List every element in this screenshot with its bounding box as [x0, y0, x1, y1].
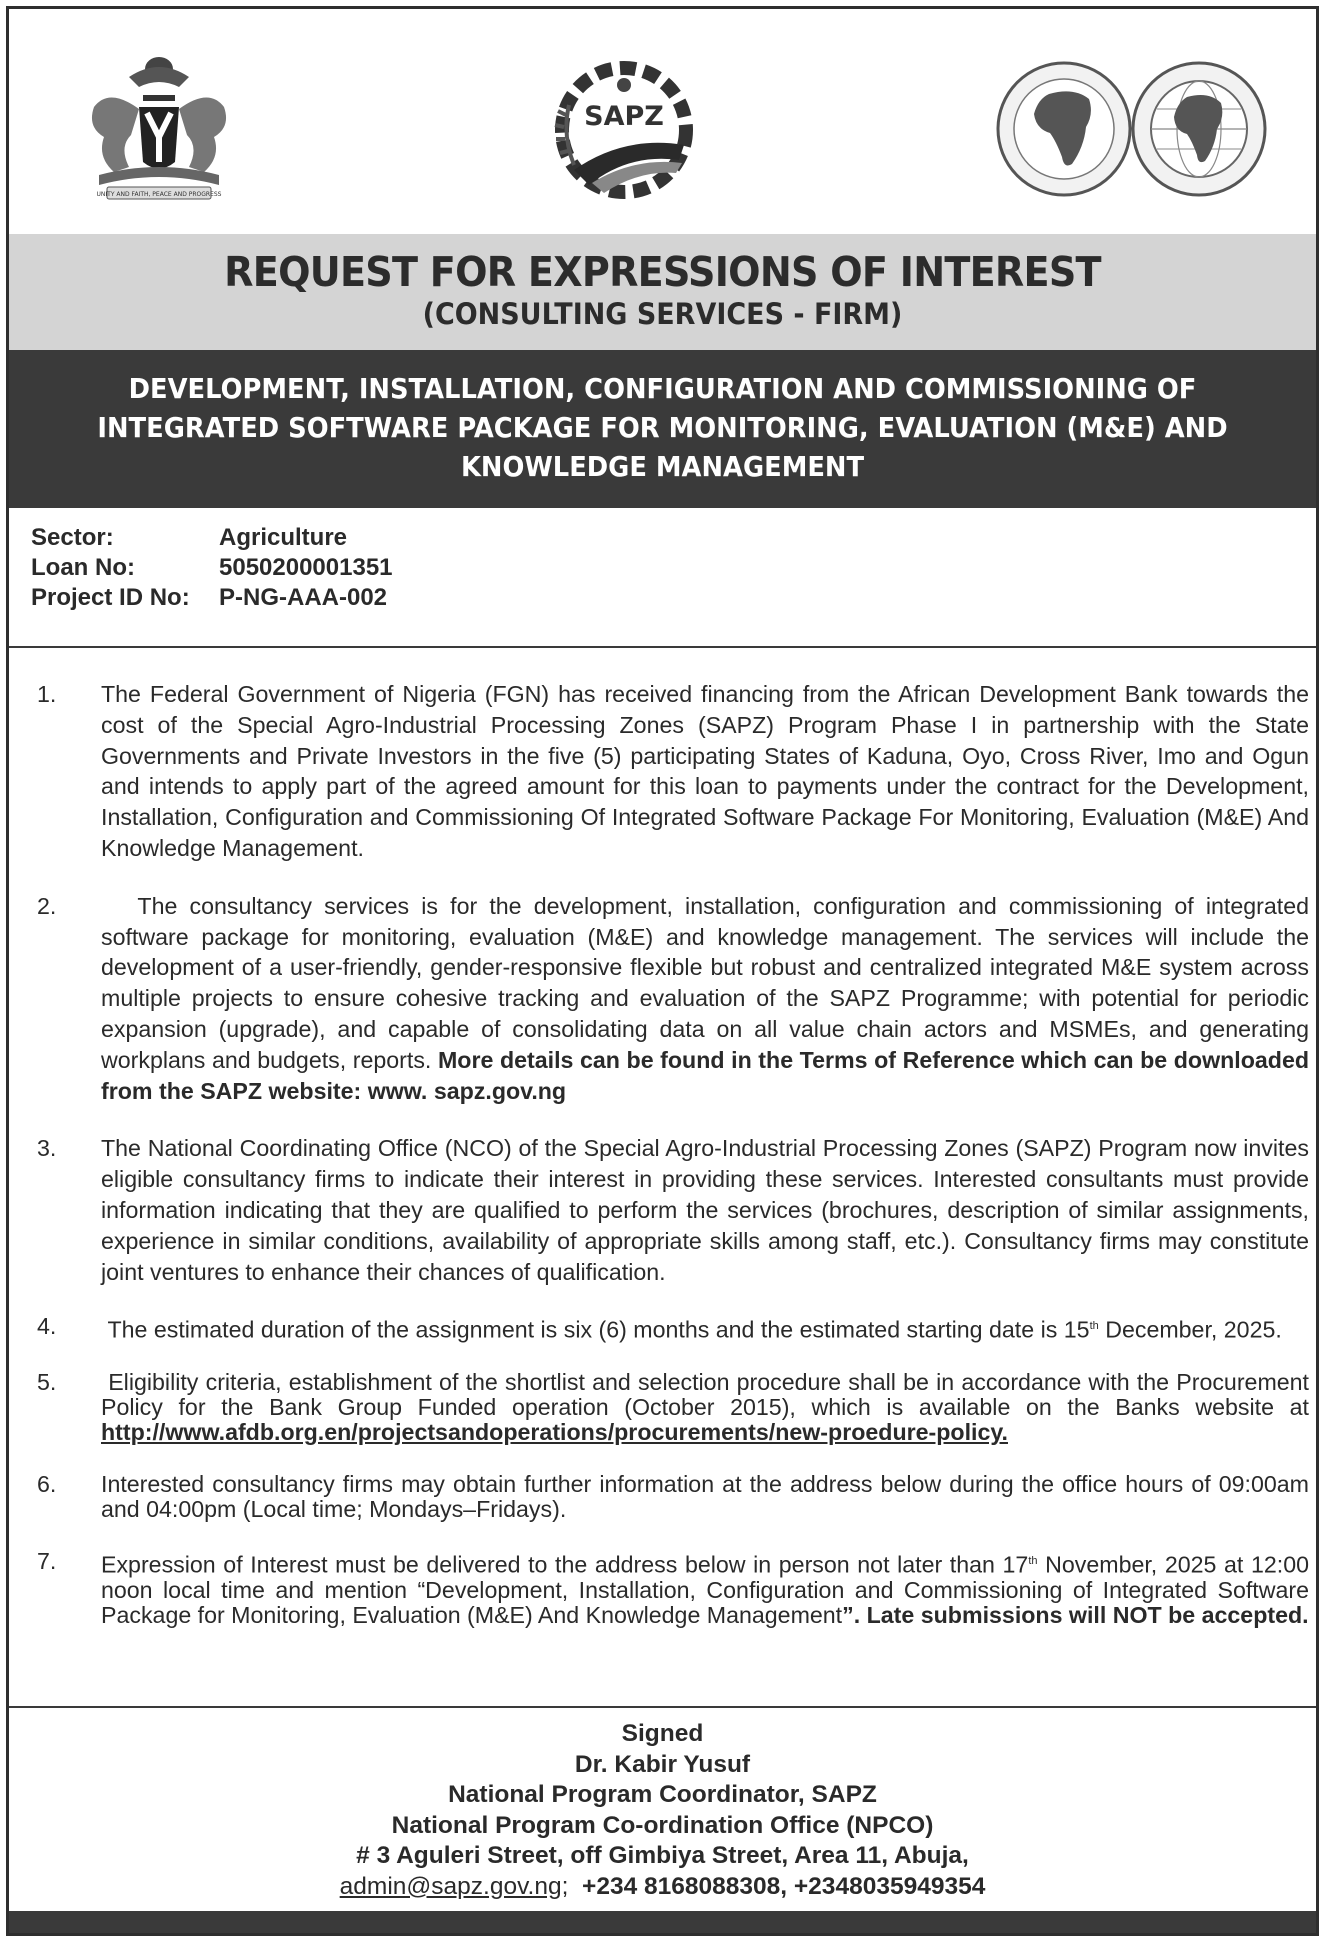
meta-loan — [31, 553, 393, 583]
paragraph-number: 5. — [37, 1369, 57, 1396]
paragraph-number: 1. — [37, 681, 57, 707]
signatory-role: National Program Coordinator, SAPZ — [448, 1781, 877, 1808]
paragraph-6 — [31, 1472, 1309, 1522]
terms-of-reference-note: More details can be found in the Terms of Reference which can be downloaded from the SAPZ website: www. sapz.gov.ng — [101, 1046, 1310, 1104]
contact-separator: ; — [561, 1872, 569, 1900]
paragraph-text: Eligibility criteria, establishment of the shortlist and selection procedure shall be in accordance with the Procurement Policy for the Bank Group Funded operation (October 2015), which is available on the Banks website at — [101, 1369, 1309, 1421]
nigeria-coat-of-arms-logo — [69, 47, 249, 207]
paragraph-7 — [31, 1549, 1309, 1628]
paragraph-number: 7. — [37, 1548, 57, 1575]
page-subtitle: (CONSULTING SERVICES - FIRM) — [422, 297, 903, 331]
signed-label: Signed — [621, 1720, 704, 1747]
paragraph-text: The National Coordinating Office (NCO) of the Special Agro-Industrial Processing Zones (SAPZ) Program now invites eligible consultancy firms to indicate their interest in providing these services. Interested consultants must provide information indicating that they are qualified to perform the services (brochures, description of similar assignments, experience in similar conditions, availability of appropriate skills among staff, etc.). Consultancy firms may constitute joint ventures to enhance their chances of qualification. — [101, 1135, 1309, 1285]
meta-project-id — [31, 583, 393, 613]
procurement-policy-link[interactable]: http://www.afdb.org.en/projectsandoperations/procurements/new-proedure-policy. — [101, 1419, 1008, 1446]
paragraph-number: 6. — [37, 1471, 57, 1498]
divider-top — [9, 646, 1316, 648]
afdb-bank-logo — [994, 59, 1134, 199]
logo-bar — [9, 9, 1316, 234]
paragraph-text: Expression of Interest must be delivered to the address below in person not later than 17 — [101, 1551, 1029, 1578]
paragraph-text-end: November, 2025 at 12:00 noon local time and mention “Development, Installation, Configuration and Commissioning of Integrated Software Package for Monitoring, Evaluation (M&E) And Knowledge Management — [101, 1551, 1309, 1628]
sector-label: Sector: — [31, 524, 114, 551]
paragraph-3 — [31, 1133, 1309, 1287]
meta-sector — [31, 523, 393, 553]
contact-email-link[interactable]: admin@sapz.gov.ng — [339, 1872, 562, 1900]
contact-line — [9, 1872, 1316, 1903]
sector-value: Agriculture — [219, 524, 348, 551]
project-id-label: Project ID No: — [31, 584, 190, 611]
paragraph-1 — [31, 679, 1309, 864]
paragraph-number: 4. — [37, 1313, 57, 1340]
advert-page — [6, 6, 1319, 1936]
loan-label: Loan No: — [31, 554, 135, 581]
paragraph-text: Interested consultancy firms may obtain further information at the address below during the office hours of 09:00am and 04:00pm (Local time; Mondays–Fridays). — [101, 1471, 1309, 1523]
paragraph-number: 3. — [37, 1135, 57, 1162]
project-title-band — [9, 350, 1316, 508]
title-band — [9, 234, 1316, 350]
sapz-logo-text: SAPZ — [584, 101, 664, 132]
paragraph-text: The consultancy services is for the development, installation, configuration and commissioning of integrated software package for monitoring, evaluation (M&E) and knowledge management. The services will include the development of a user-friendly, gender-responsive flexible but robust and centralized integrated M&E system across multiple projects to ensure cohesive tracking and evaluation of the SAPZ Programme; with potential for periodic expansion (upgrade), and capable of consolidating data on all value chain actors and MSMEs, and generating workplans and budgets, reports. — [101, 892, 1309, 1073]
paragraph-text-end: December, 2025. — [1105, 1317, 1282, 1344]
sapz-logo — [544, 45, 704, 215]
ordinal-suffix: th — [1028, 1555, 1038, 1568]
paragraph-number: 2. — [37, 892, 57, 919]
signature-block — [9, 1719, 1316, 1902]
coat-of-arms-motto: UNITY AND FAITH, PEACE AND PROGRESS — [96, 191, 222, 198]
page-title: REQUEST FOR EXPRESSIONS OF INTEREST — [224, 248, 1101, 296]
footer-band — [9, 1911, 1316, 1933]
late-submission-note: ”. Late submissions will NOT be accepted. — [842, 1601, 1309, 1628]
paragraph-text: The Federal Government of Nigeria (FGN) has received financing from the African Development Bank towards the cost of the Special Agro-Industrial Processing Zones (SAPZ) Program Phase I in partnership with the State Governments and Private Investors in the five (5) participating States of Kaduna, Oyo, Cross River, Imo and Ogun and intends to apply part of the agreed amount for this loan to payments under the contract for the Development, Installation, Configuration and Commissioning Of Integrated Software Package For Monitoring, Evaluation (M&E) And Knowledge Management. — [101, 681, 1309, 861]
office-address: # 3 Aguleri Street, off Gimbiya Street, Area 11, Abuja, — [356, 1842, 969, 1869]
contact-phones: +234 8168088308, +2348035949354 — [582, 1872, 986, 1900]
signatory-name: Dr. Kabir Yusuf — [574, 1750, 751, 1778]
afdb-fund-logo — [1129, 59, 1269, 199]
paragraph-list — [31, 679, 1309, 1655]
signatory-office: National Program Co-ordination Office (NPCO) — [391, 1811, 934, 1839]
paragraph-5 — [31, 1370, 1309, 1445]
paragraph-2 — [31, 891, 1309, 1107]
paragraph-text: The estimated duration of the assignment is six (6) months and the estimated starting date is 15 — [107, 1317, 1090, 1344]
project-title: DEVELOPMENT, INSTALLATION, CONFIGURATION AND COMMISSIONING OF INTEGRATED SOFTWARE PACKAGE FOR MONITORING, EVALUATION (M&E) AND KNOWLEDGE MANAGEMENT — [97, 372, 1228, 483]
ordinal-suffix: th — [1089, 1320, 1099, 1333]
paragraph-4 — [31, 1314, 1309, 1343]
loan-value: 5050200001351 — [219, 554, 393, 581]
project-id-value: P-NG-AAA-002 — [219, 584, 388, 611]
project-meta — [31, 523, 393, 613]
divider-bottom — [9, 1706, 1316, 1708]
